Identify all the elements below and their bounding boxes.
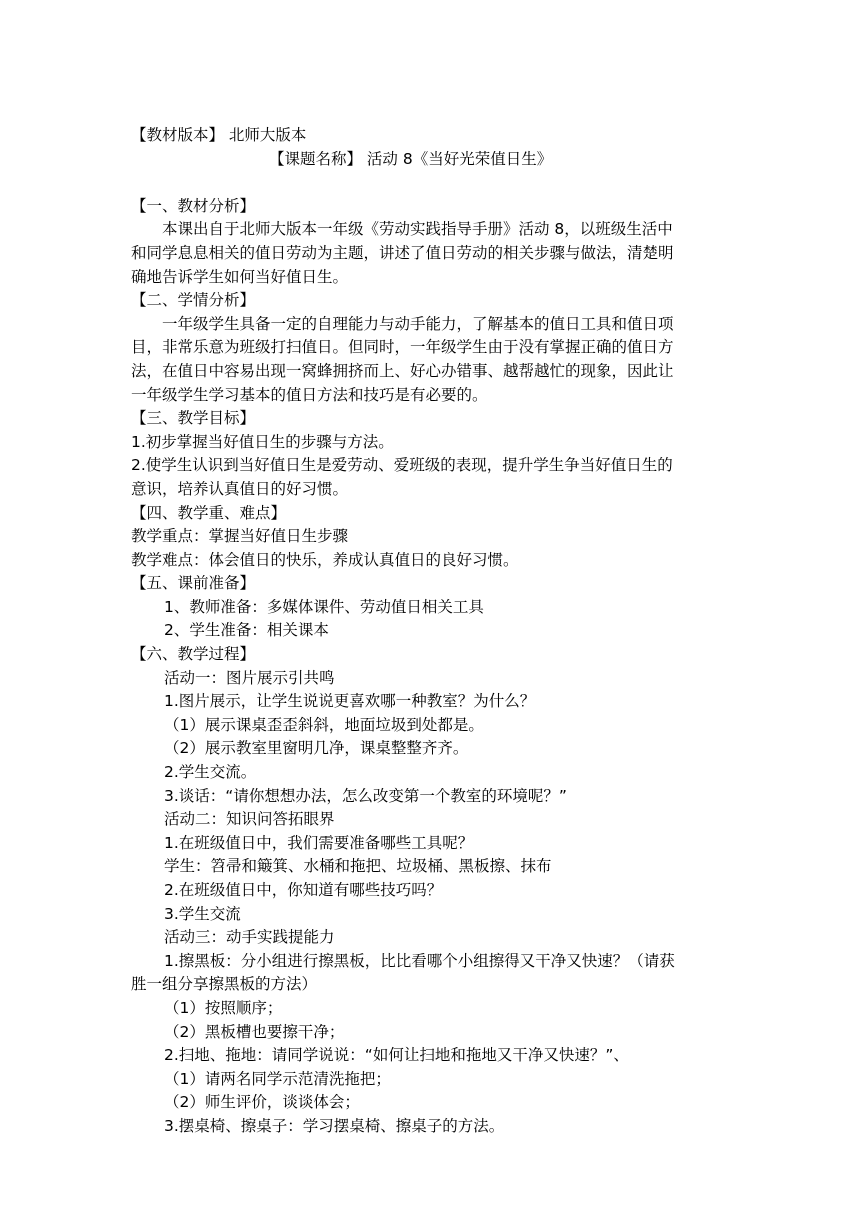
- activity-title: 活动一：图片展示引共鸣: [164, 668, 335, 687]
- document-page: [131, 124, 731, 1139]
- activity-title: 活动二：知识问答拓眼界: [164, 810, 335, 829]
- process-item: 3.摆桌椅、擦桌子：学习摆桌椅、擦桌子的方法。: [164, 1116, 505, 1135]
- section-heading-student-analysis: 【二、学情分析】: [131, 291, 256, 310]
- paragraph-line: 确地告诉学生如何当好值日生。: [131, 267, 349, 286]
- paragraph-line: 目，非常乐意为班级打扫值日。但同时，一年级学生由于没有掌握正确的值日方: [131, 338, 674, 357]
- paragraph-line: 本课出自于北师大版本一年级《劳动实践指导手册》活动 8，以班级生活中: [162, 220, 673, 239]
- goal-item: 2.使学生认识到当好值日生是爱劳动、爱班级的表现，提升学生争当好值日生的: [131, 456, 673, 475]
- process-item: 1.擦黑板：分小组进行擦黑板，比比看哪个小组擦得又干净又快速？（请获: [164, 951, 675, 970]
- process-item: 2.在班级值日中，你知道有哪些技巧吗？: [164, 881, 443, 899]
- paragraph-line: 一年级学生具备一定的自理能力与动手能力，了解基本的值日工具和值日项: [162, 314, 674, 333]
- goal-item: 意识，培养认真值日的好习惯。: [131, 479, 349, 498]
- process-item: 1.在班级值日中，我们需要准备哪些工具呢？: [164, 833, 474, 852]
- process-item: 2.扫地、拖地：请同学说说：“如何让扫地和拖地又干净又快速？”、: [164, 1046, 629, 1065]
- process-item: 1.图片展示，让学生说说更喜欢哪一种教室？为什么？: [164, 692, 536, 711]
- spacer: [131, 171, 731, 195]
- paragraph-line: 和同学息息相关的值日劳动为主题，讲述了值日劳动的相关步骤与做法，清楚明: [131, 243, 674, 262]
- lesson-title: 【课题名称】 活动 8《当好光荣值日生》: [269, 149, 553, 168]
- paragraph-line: 法，在值日中容易出现一窝蜂拥挤而上、好心办错事、越帮越忙的现象，因此让: [131, 361, 674, 380]
- section-heading-teaching-goals: 【三、教学目标】: [131, 409, 256, 428]
- process-item: （2）师生评价，谈谈体会；: [164, 1093, 360, 1112]
- process-item: （1）按照顺序；: [164, 998, 283, 1017]
- process-item: 2.学生交流。: [164, 763, 257, 782]
- paragraph-line: 一年级学生学习基本的值日方法和技巧是有必要的。: [131, 385, 488, 404]
- key-point-item: 教学重点：掌握当好值日生步骤: [131, 527, 349, 546]
- process-item: 3.谈话：“请你想想办法，怎么改变第一个教室的环境呢？”: [164, 786, 567, 805]
- process-item: （2）展示教室里窗明几净，课桌整整齐齐。: [164, 739, 469, 758]
- difficulty-item: 教学难点：体会值日的快乐，养成认真值日的良好习惯。: [131, 550, 519, 569]
- preparation-item: 2、学生准备：相关课本: [164, 621, 329, 640]
- process-item: 3.学生交流: [164, 904, 241, 923]
- goal-item: 1.初步掌握当好值日生的步骤与方法。: [131, 432, 394, 451]
- edition-line: 【教材版本】 北师大版本: [131, 126, 307, 144]
- section-heading-preparation: 【五、课前准备】: [131, 574, 256, 593]
- process-item: （1）展示课桌歪歪斜斜，地面垃圾到处都是。: [164, 715, 484, 734]
- process-item: （2）黑板槽也要擦干净；: [164, 1022, 345, 1041]
- preparation-item: 1、教师准备：多媒体课件、劳动值日相关工具: [164, 597, 484, 616]
- section-heading-key-points: 【四、教学重、难点】: [131, 503, 287, 522]
- activity-title: 活动三：动手实践提能力: [164, 928, 335, 947]
- process-item: 胜一组分享擦黑板的方法）: [131, 975, 318, 994]
- section-heading-teaching-process: 【六、教学过程】: [131, 645, 256, 664]
- process-item: （1）请两名同学示范清洗拖把；: [164, 1069, 391, 1088]
- section-heading-textbook-analysis: 【一、教材分析】: [131, 196, 256, 215]
- process-item: 学生：笤帚和簸箕、水桶和拖把、垃圾桶、黑板擦、抹布: [164, 857, 552, 876]
